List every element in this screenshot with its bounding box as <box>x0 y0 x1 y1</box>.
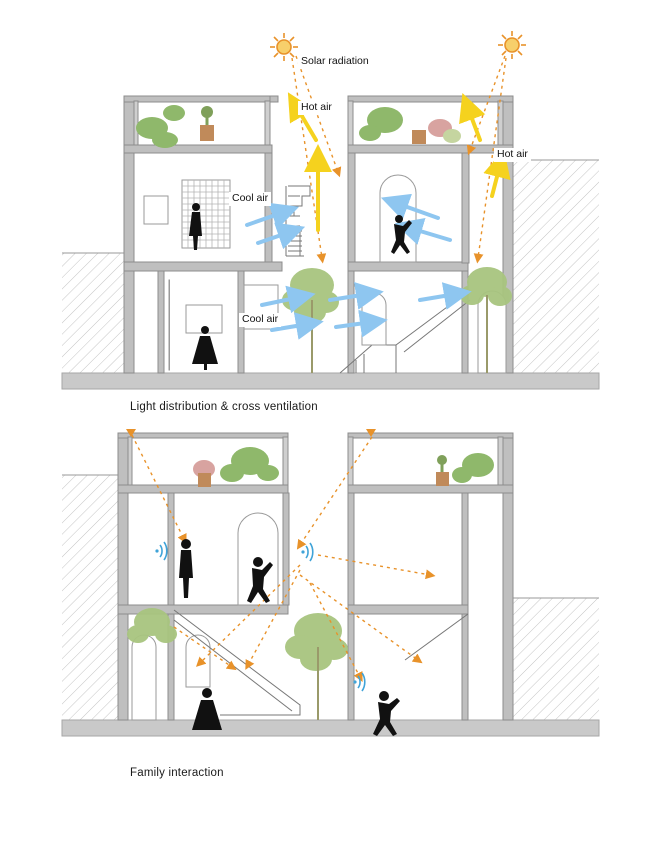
figure-person-dress-bottom <box>192 688 222 730</box>
caption-bottom: Family interaction <box>130 767 224 779</box>
hot-air-label-top: Hot air <box>298 101 335 115</box>
sun-icon-left <box>270 33 298 61</box>
ground-slab <box>62 373 599 389</box>
cool-air-label-upper: Cool air <box>229 192 271 206</box>
tree-center-bottom <box>285 613 348 720</box>
figure-standing-adult-bottom <box>179 539 193 598</box>
tree-center <box>282 268 339 373</box>
sound-wave-icon-middle <box>301 543 312 561</box>
section-drawing-bottom <box>0 415 661 785</box>
interaction-sightlines <box>132 435 430 677</box>
sound-wave-icon-right <box>353 673 364 691</box>
perforated-screen <box>182 180 230 248</box>
staircase <box>286 186 310 256</box>
ground-slab-bottom <box>62 720 599 736</box>
stair-lower <box>340 290 470 373</box>
solar-radiation-label: Solar radiation <box>298 55 372 69</box>
caption-top: Light distribution & cross ventilation <box>130 401 318 413</box>
roof-planting-bottom <box>193 447 494 487</box>
panel-family-interaction <box>0 415 661 785</box>
sound-wave-icon-left <box>155 542 166 560</box>
cool-air-label-lower: Cool air <box>239 313 281 327</box>
hot-air-label-right: Hot air <box>494 148 531 162</box>
sun-icon-right <box>498 31 526 59</box>
